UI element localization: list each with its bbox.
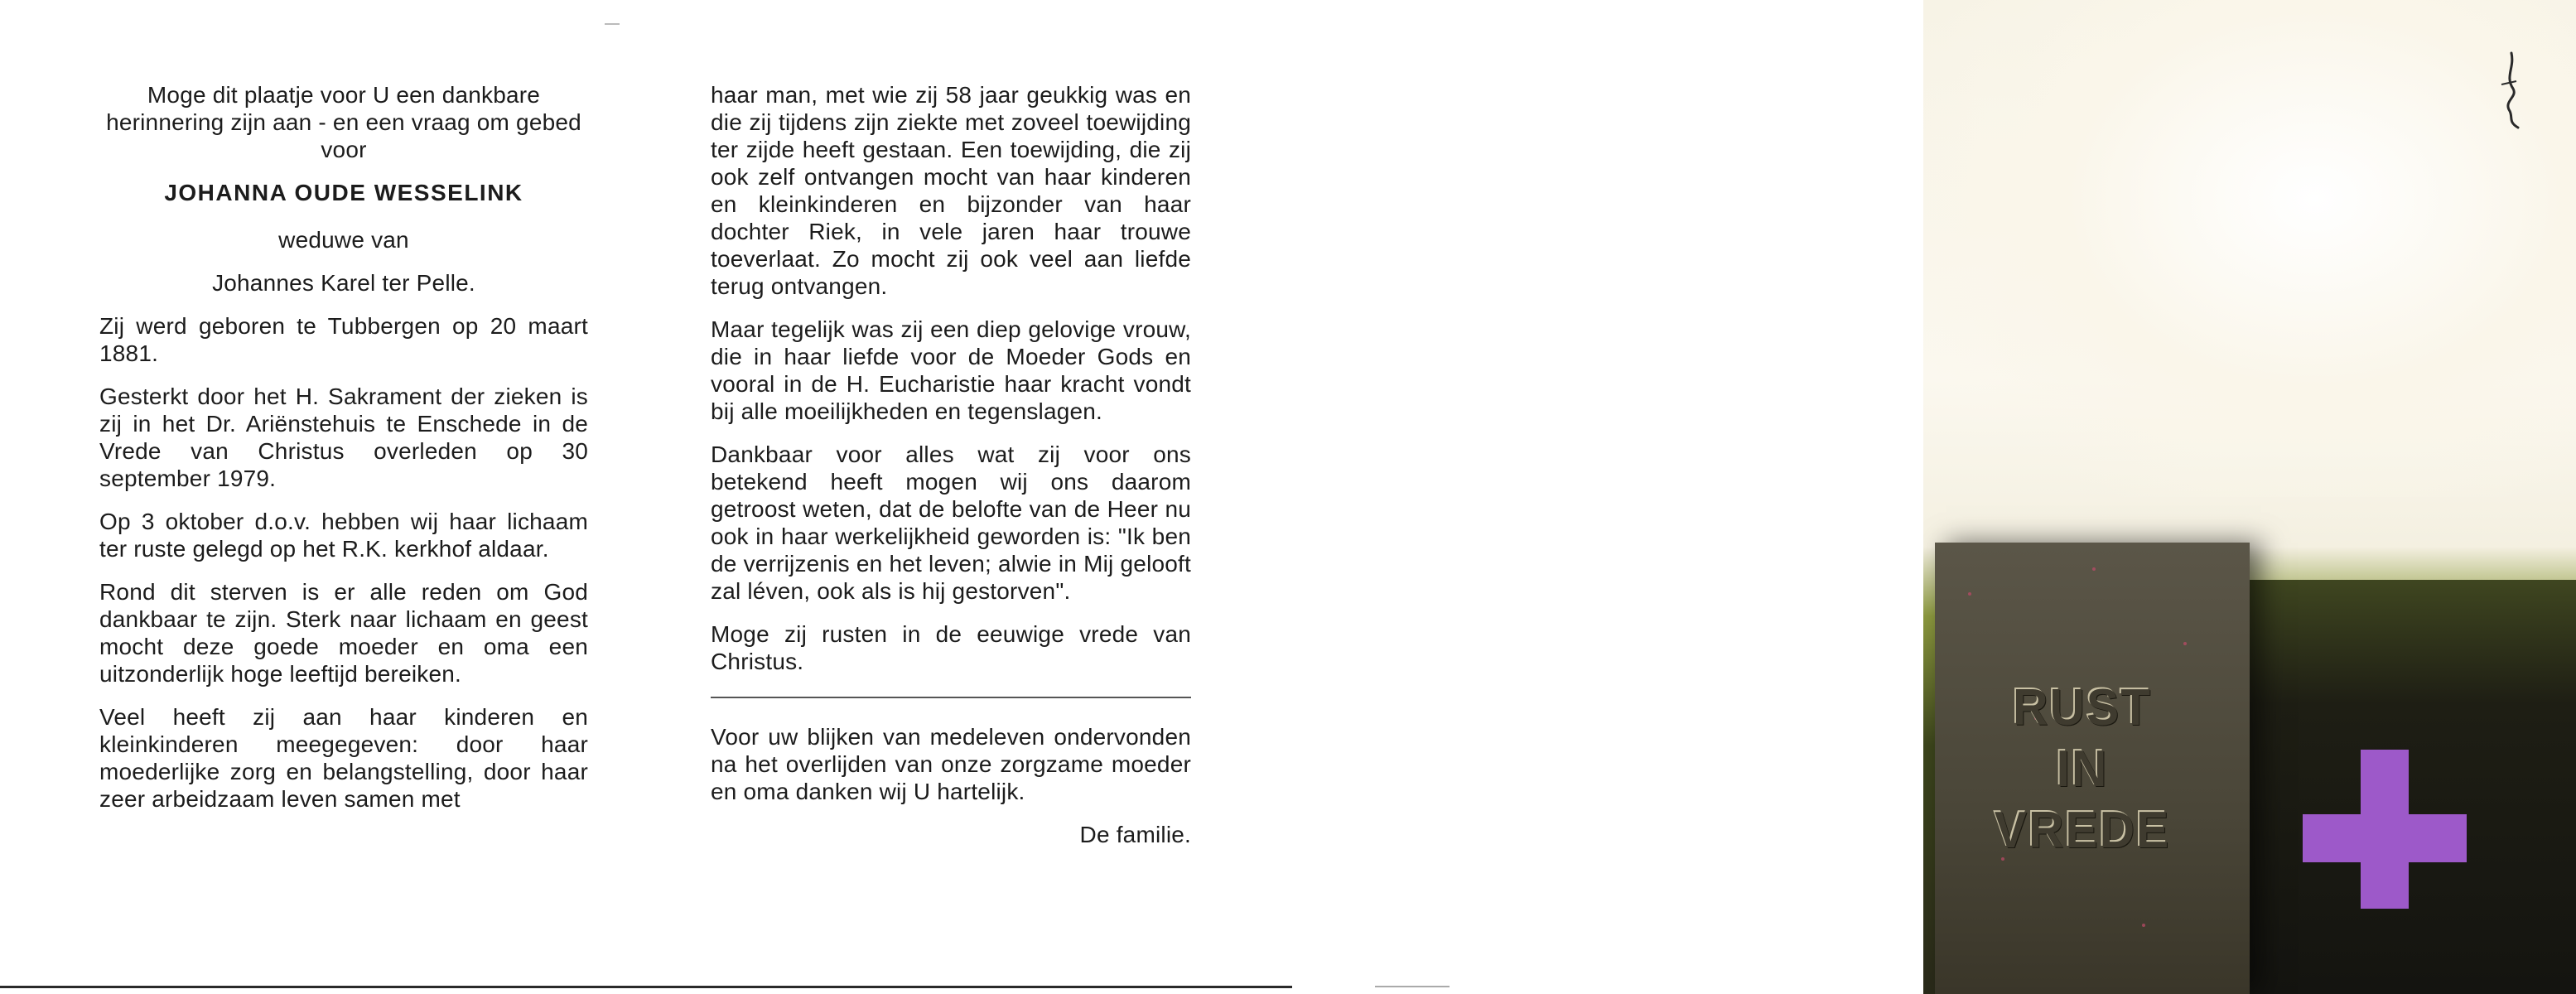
signature-mark bbox=[2493, 51, 2526, 130]
engraving-line-rust: RUST bbox=[2013, 679, 2152, 736]
engraved-inscription bbox=[1980, 678, 2185, 861]
fold-mark bbox=[605, 23, 620, 25]
thanks-paragraph: Voor uw blijken van medeleven ondervonden na het overlijden van onze zorgzame moeder en oma danken wij U hartelijk. bbox=[711, 724, 1191, 804]
cross-icon bbox=[2303, 750, 2467, 909]
birth-paragraph: Zij werd geboren te Tubbergen op 20 maart 1881. bbox=[99, 313, 588, 366]
opening-paragraph: Moge dit plaatje voor U een dankbare herinnering zijn aan - en een vraag om gebed voor bbox=[106, 82, 581, 162]
scan-edge-line bbox=[1375, 986, 1450, 987]
left-column bbox=[99, 81, 588, 828]
widow-of-label: weduwe van bbox=[278, 227, 409, 253]
sky-glow bbox=[1923, 0, 2576, 497]
comfort-paragraph: Dankbaar voor alles wat zij voor ons betekend heeft mogen wij ons daarom getroost weten, dat de belofte van de Heer nu ook in haar werkelijkheid geworden is: "Ik ben de verrijzenis en het leven; alwie in Mij gelooft zal léven, ook als is hij gestorven". bbox=[711, 442, 1191, 604]
burial-paragraph: Op 3 oktober d.o.v. hebben wij haar lichaam ter ruste gelegd op het R.K. kerkhof aldaar. bbox=[99, 509, 588, 562]
husband-name: Johannes Karel ter Pelle. bbox=[212, 270, 475, 296]
faith-paragraph: Maar tegelijk was zij een diep gelovige vrouw, die in haar liefde voor de Moeder Gods en vooral in de H. Eucharistie haar kracht vondt bij alle moeilijkheden en tegenslagen. bbox=[711, 316, 1191, 424]
legacy-paragraph: Veel heeft zij aan haar kinderen en kleinkinderen meegegeven: door haar moederlijke zorg en belangstelling, door haar zeer arbeidzaam leven samen met bbox=[99, 704, 588, 812]
memorial-card-text-side bbox=[0, 17, 1292, 988]
engraving-line-in: IN bbox=[2056, 741, 2109, 798]
family-signoff: De familie. bbox=[1079, 822, 1191, 847]
prayer-paragraph: Moge zij rusten in de eeuwige vrede van Christus. bbox=[711, 621, 1191, 674]
husband-care-paragraph: haar man, met wie zij 58 jaar geukkig was en die zij tijdens zijn ziekte met zoveel toewijding ter zijde heeft gestaan. Een toewijding, die zij ook zelf ontvangen mocht van haar kinderen en kleinkinderen en bijzonder van haar dochter Riek, in vele jaren haar trouwe toeverlaat. Zo mocht zij ook veel aan liefde terug ontvangen. bbox=[711, 82, 1191, 299]
memorial-card-cover bbox=[1923, 0, 2576, 994]
right-column bbox=[711, 81, 1191, 864]
gratitude-paragraph: Rond dit sterven is er alle reden om God dankbaar te zijn. Sterk naar lichaam en geest mocht deze goede moeder en oma een uitzonderlijk hoge leeftijd bereiken. bbox=[99, 579, 588, 687]
divider bbox=[711, 697, 1191, 698]
engraving-line-vrede: VREDE bbox=[1994, 802, 2171, 859]
death-paragraph: Gesterkt door het H. Sakrament der zieken is zij in het Dr. Ariënstehuis te Enschede in de Vrede van Christus overleden op 30 september 1979. bbox=[99, 384, 588, 491]
deceased-name: JOHANNA OUDE WESSELINK bbox=[164, 180, 523, 205]
